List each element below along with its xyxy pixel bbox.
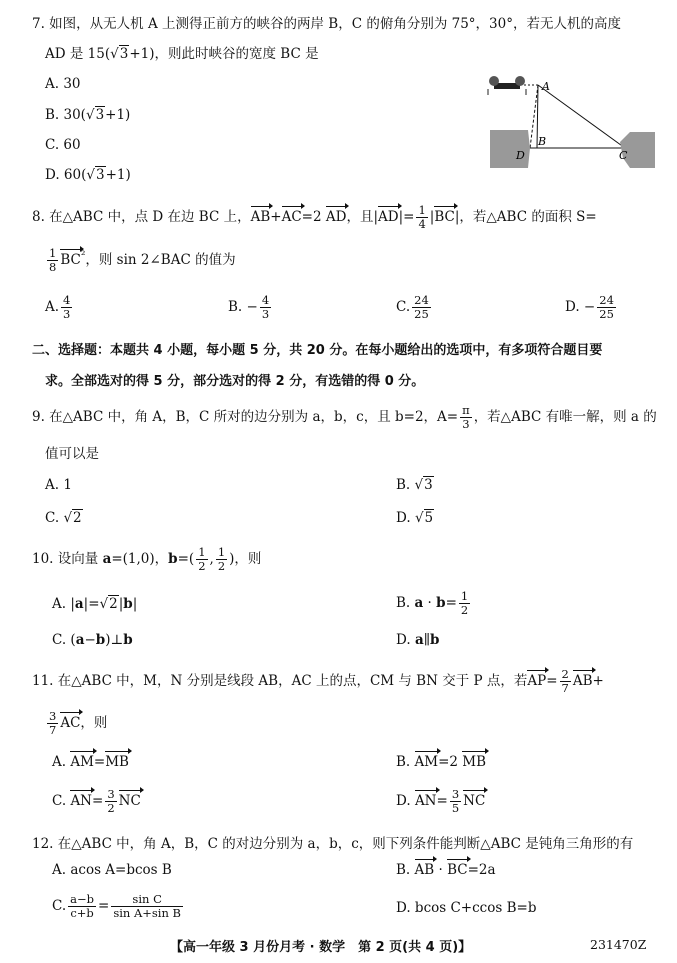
exam-code: 231470Z [590, 937, 647, 952]
q12-option-c[interactable]: C. $\frac{a-b}{c+b}$ = $\frac{\text{sin C}}{\text{sin A+sin B}}$ [52, 892, 181, 920]
q8-option-d[interactable]: D. − $\frac{24}{25}$ [565, 293, 614, 321]
label-c: C [619, 149, 628, 162]
q8-vec-ab: AB [250, 209, 271, 225]
q8-text-4: | [429, 209, 435, 225]
q7-canyon-figure [480, 70, 655, 180]
q8-text-3: |= [398, 209, 415, 225]
q9-text-1: 9. 在△ABC 中，角 A，B，C 所对的边分别为 a，b，c，且 b=2，A= [32, 409, 459, 425]
q12-option-d[interactable]: D. bcos C+ccos B=b [396, 900, 537, 916]
q9-text-2: ，若△ABC 有唯一解，则 a 的 [473, 409, 657, 425]
q7-optb-rad: 3 [95, 107, 105, 123]
q9-option-b[interactable]: B. √3 [396, 477, 433, 493]
q8-text-1: 8. 在△ABC 中，点 D 在边 BC 上， [32, 209, 251, 225]
q7-line2-pre: AD 是 15( [45, 46, 111, 62]
q11-option-d[interactable]: D. AN= $\frac{3}{5}$ NC [396, 787, 486, 815]
q11-vec-ap: AP [527, 673, 547, 689]
q8-option-b[interactable]: B. − $\frac{4}{3}$ [228, 293, 270, 321]
q7-option-d[interactable]: D. 60(√3+1) [45, 167, 131, 183]
q8-option-a[interactable]: A. $\frac{4}{3}$ [45, 293, 71, 321]
q7-line2-rad: 3 [119, 46, 129, 62]
drone-icon [488, 76, 526, 95]
q8-vec-bc-sq: BC [60, 252, 81, 268]
q9-option-d[interactable]: D. √5 [396, 510, 434, 526]
q10-option-b[interactable]: B. a · b= $\frac{1}{2}$ [396, 589, 469, 617]
q8-option-c[interactable]: C. $\frac{24}{25}$ [396, 293, 429, 321]
label-d: D [516, 149, 525, 162]
page-footer: 【高一年级 3 月份月考 · 数学 第 2 页(共 4 页)】 [170, 940, 472, 955]
q11-option-b[interactable]: B. AM=2 MB [396, 754, 487, 770]
q10-vec-a: a [102, 551, 112, 567]
label-b: B [538, 135, 547, 148]
q8-frac-quarter: $\frac{1}{4}$ [418, 203, 426, 231]
q8-vec-ad-2: AD [378, 209, 399, 225]
q8-eq2: =2 [301, 209, 322, 225]
q9-frac-pi-3: $\frac{\pi}{3}$ [462, 403, 470, 431]
q8-vec-bc: BC [434, 209, 455, 225]
section-2-line1: 二、选择题：本题共 4 小题，每小题 5 分，共 20 分。在每小题给出的选项中，有多项符合题目要 [32, 343, 603, 358]
q9-line2: 值可以是 [45, 446, 99, 462]
q12-line1: 12. 在△ABC 中，角 A，B，C 的对边分别为 a，b，c，则下列条件能判断△ABC 是钝角三角形的有 [32, 836, 634, 852]
q10-option-a[interactable]: A. |a|=√2|b| [52, 596, 138, 612]
q8-frac-eighth: $\frac{1}{8}$ [49, 246, 57, 274]
q8-vec-ac: AC [281, 209, 302, 225]
q12-option-b[interactable]: B. AB · BC=2a [396, 862, 496, 878]
q7-optd-rad: 3 [95, 167, 105, 183]
q10-option-d[interactable]: D. a∥b [396, 632, 440, 648]
q7-optd-post: +1) [105, 167, 131, 183]
q8-vec-ad: AD [325, 209, 347, 225]
q11-option-c[interactable]: C. AN= $\frac{3}{2}$ NC [52, 787, 141, 815]
q8-plus: + [270, 209, 282, 225]
q7-line2-post: +1)，则此时峡谷的宽度 BC 是 [129, 46, 319, 62]
q11-option-a[interactable]: A. AM=MB [52, 754, 129, 770]
q7-option-b[interactable]: B. 30(√3+1) [45, 107, 131, 123]
q11-vec-ab: AB [572, 673, 593, 689]
q8-line2-rest: ，则 sin 2∠BAC 的值为 [85, 252, 236, 268]
q8-line2 [45, 247, 236, 274]
q10-vec-b: b [168, 551, 178, 567]
q10-option-c[interactable]: C. (a−b)⊥b [52, 632, 133, 648]
q7-option-c[interactable]: C. 60 [45, 137, 81, 153]
q11-line1: 11. 在△ABC 中，M，N 分别是线段 AB，AC 上的点，CM 与 BN 交于 P 点，若AP= $\frac{2}{7}$ AB+ [32, 667, 604, 695]
q7-line1: 7. 如图，从无人机 A 上测得正前方的峡谷的两岸 B，C 的俯角分别为 75°，30°，若无人机的高度 [32, 16, 621, 32]
q8-square: ² [80, 248, 86, 262]
q11-vec-ac: AC [60, 715, 81, 731]
q10-line1: 10. 设向量 a=(1,0)，b=( $\frac{1}{2}$ , $\frac{1}{2}$ )，则 [32, 545, 262, 573]
q7-optb-pre: B. 30( [45, 107, 86, 123]
q8-text-5: |，若△ABC 的面积 S= [454, 209, 597, 225]
label-a: A [542, 80, 550, 93]
q7-line2: AD 是 15(√3+1)，则此时峡谷的宽度 BC 是 [45, 46, 319, 62]
q7-optd-pre: D. 60( [45, 167, 87, 183]
q9-option-c[interactable]: C. √2 [45, 510, 82, 526]
q8-line1 [32, 204, 597, 231]
q7-option-a[interactable]: A. 30 [45, 76, 81, 92]
section-2-line2: 求。全部选对的得 5 分，部分选对的得 2 分，有选错的得 0 分。 [45, 374, 425, 389]
q9-option-a[interactable]: A. 1 [45, 477, 72, 493]
q9-line1 [32, 404, 657, 431]
q11-line2: $\frac{3}{7}$ AC，则 [49, 709, 108, 737]
q8-text-2: ，且| [346, 209, 379, 225]
line-ac [538, 85, 625, 148]
q7-optb-post: +1) [105, 107, 131, 123]
q12-option-a[interactable]: A. acos A=bcos B [52, 862, 172, 878]
